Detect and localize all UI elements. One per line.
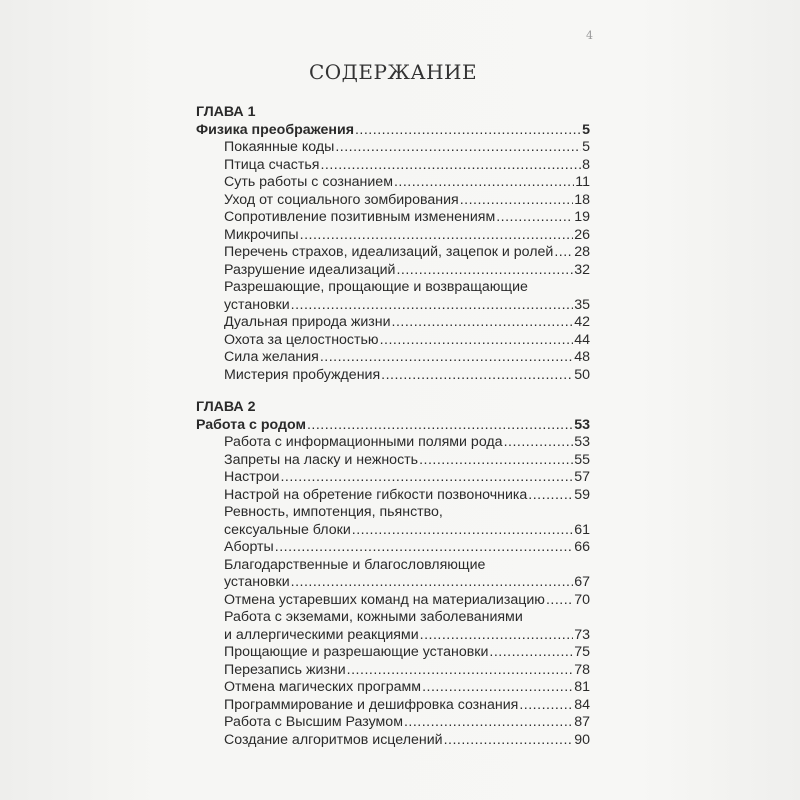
toc-entry-title: Запреты на ласку и нежность bbox=[224, 451, 419, 468]
toc-entry bbox=[196, 732, 590, 750]
toc-entry bbox=[196, 244, 590, 262]
dot-leader bbox=[546, 592, 573, 610]
dot-leader bbox=[396, 262, 573, 280]
page-number: 35 bbox=[574, 296, 590, 313]
chapter-label: ГЛАВА 2 bbox=[196, 399, 256, 415]
dot-leader bbox=[355, 122, 581, 140]
page-number: 26 bbox=[574, 226, 590, 243]
toc-entry-line: Работа с экземами, кожными заболеваниями bbox=[224, 609, 523, 625]
toc-entry-title: Суть работы с сознанием bbox=[224, 174, 393, 190]
page-number: 57 bbox=[574, 469, 590, 485]
toc-entry bbox=[196, 662, 590, 680]
dot-leader bbox=[280, 469, 573, 487]
toc-entry bbox=[196, 297, 590, 315]
page-number: 90 bbox=[574, 731, 590, 748]
toc-entry-title: Покаянные коды bbox=[224, 139, 335, 155]
toc-entry bbox=[196, 539, 590, 557]
toc-entry bbox=[196, 174, 590, 192]
dot-leader bbox=[404, 714, 573, 732]
dot-leader bbox=[392, 314, 574, 332]
dot-leader bbox=[352, 522, 573, 540]
toc-entry bbox=[196, 209, 590, 227]
toc-entry bbox=[196, 627, 590, 645]
toc-entry-title: Отмена устаревших команд на материализацию bbox=[224, 591, 545, 608]
toc-entry-title: Микрочипы bbox=[224, 226, 299, 243]
dot-leader bbox=[394, 174, 574, 192]
page-title: СОДЕРЖАНИЕ bbox=[308, 60, 478, 84]
page-number: 70 bbox=[574, 591, 590, 608]
toc-entry bbox=[196, 452, 590, 470]
page-number: 48 bbox=[574, 349, 590, 365]
page-number: 5 bbox=[582, 121, 590, 138]
toc-entry bbox=[196, 679, 590, 697]
toc-entry bbox=[196, 434, 590, 452]
page-number: 50 bbox=[574, 366, 590, 383]
page-number: 78 bbox=[574, 661, 590, 678]
dot-leader bbox=[291, 574, 574, 592]
dot-leader bbox=[460, 192, 574, 210]
toc-entry-title: сексуальные блоки bbox=[224, 521, 351, 538]
page-number: 55 bbox=[574, 451, 590, 468]
dot-leader bbox=[381, 367, 573, 385]
toc-entry bbox=[196, 332, 590, 350]
page-number: 18 bbox=[574, 191, 590, 208]
page-number: 81 bbox=[574, 679, 590, 695]
toc-entry-title: установки bbox=[224, 574, 290, 590]
toc-entry bbox=[196, 157, 590, 175]
page-number: 4 bbox=[586, 29, 593, 42]
page-number: 87 bbox=[574, 714, 590, 730]
toc-entry-title: Настрой на обретение гибкости позвоночника bbox=[224, 486, 528, 503]
dot-leader bbox=[307, 417, 573, 435]
chapter-heading-title: Работа с родом bbox=[196, 416, 306, 433]
toc-entry-title: Аборты bbox=[224, 539, 274, 555]
toc-entry-title: установки bbox=[224, 296, 290, 313]
toc-entry bbox=[196, 592, 590, 610]
toc-entry-title: Сила желания bbox=[224, 349, 319, 365]
toc-entry-title: Разрушение идеализаций bbox=[224, 261, 396, 278]
toc-entry bbox=[196, 487, 590, 505]
page-number: 19 bbox=[574, 209, 590, 225]
toc-entry bbox=[196, 139, 590, 157]
chapter-heading-row bbox=[196, 122, 590, 140]
page-number: 53 bbox=[574, 416, 590, 433]
toc-entry bbox=[196, 644, 590, 662]
dot-leader bbox=[380, 332, 574, 350]
dot-leader bbox=[504, 434, 574, 452]
page-number: 32 bbox=[574, 261, 590, 278]
toc-entry-title: Мистерия пробуждения bbox=[224, 366, 381, 383]
page-number: 5 bbox=[582, 139, 590, 155]
dot-leader bbox=[554, 244, 573, 262]
dot-leader bbox=[335, 139, 581, 157]
page-number: 59 bbox=[574, 486, 590, 503]
toc-entry-title: Прощающие и разрешающие установки bbox=[224, 644, 489, 660]
toc-entry bbox=[196, 469, 590, 487]
chapter-label: ГЛАВА 1 bbox=[196, 104, 256, 120]
toc-entry-title: Создание алгоритмов исцелений bbox=[224, 731, 443, 748]
dot-leader bbox=[320, 349, 573, 367]
toc-entry-title: и аллергическими реакциями bbox=[224, 626, 419, 643]
dot-leader bbox=[320, 157, 581, 175]
dot-leader bbox=[422, 679, 573, 697]
toc-entry-line: Разрешающие, прощающие и возвращающие bbox=[224, 279, 528, 295]
dot-leader bbox=[444, 732, 574, 750]
dot-leader bbox=[275, 539, 573, 557]
toc-entry-title: Настрои bbox=[224, 469, 280, 485]
page-number: 42 bbox=[574, 314, 590, 330]
dot-leader bbox=[519, 697, 573, 715]
toc-entry bbox=[196, 574, 590, 592]
toc-entry bbox=[196, 714, 590, 732]
page-number: 73 bbox=[574, 626, 590, 643]
toc-entry-title: Отмена магических программ bbox=[224, 679, 422, 695]
dot-leader bbox=[420, 627, 574, 645]
page-number: 28 bbox=[574, 244, 590, 260]
page-number: 84 bbox=[574, 696, 590, 713]
dot-leader bbox=[300, 227, 574, 245]
toc-entry-title: Перечень страхов, идеализаций, зацепок и ролей bbox=[224, 244, 554, 260]
dot-leader bbox=[528, 487, 573, 505]
chapter-heading-row bbox=[196, 417, 590, 435]
page-number: 67 bbox=[574, 574, 590, 590]
page-number: 8 bbox=[582, 156, 590, 173]
toc-entry-title: Работа с информационными полями рода bbox=[224, 434, 503, 450]
dot-leader bbox=[496, 209, 573, 227]
table-of-contents bbox=[196, 104, 590, 749]
toc-entry bbox=[196, 314, 590, 332]
page-number: 44 bbox=[574, 331, 590, 348]
toc-entry-title: Программирование и дешифровка сознания bbox=[224, 696, 519, 713]
toc-entry-title: Охота за целостностью bbox=[224, 331, 379, 348]
toc-entry bbox=[196, 192, 590, 210]
toc-entry bbox=[196, 349, 590, 367]
toc-entry bbox=[196, 697, 590, 715]
toc-entry-title: Сопротивление позитивным изменениям bbox=[224, 209, 496, 225]
toc-entry-title: Работа с Высшим Разумом bbox=[224, 714, 403, 730]
dot-leader bbox=[291, 297, 574, 315]
page-number: 75 bbox=[574, 644, 590, 660]
toc-entry-line: Благодарственные и благословляющие bbox=[224, 556, 486, 573]
toc-entry-title: Дуальная природа жизни bbox=[224, 314, 391, 330]
page-number: 66 bbox=[574, 539, 590, 555]
toc-entry-title: Перезапись жизни bbox=[224, 661, 346, 678]
dot-leader bbox=[419, 452, 573, 470]
page-number: 11 bbox=[575, 174, 590, 190]
chapter-heading-title: Физика преображения bbox=[196, 121, 354, 138]
toc-entry-line: Ревность, импотенция, пьянство, bbox=[224, 504, 443, 520]
toc-entry bbox=[196, 262, 590, 280]
toc-entry-title: Птица счастья bbox=[224, 156, 320, 173]
page-number: 61 bbox=[574, 521, 590, 538]
toc-entry bbox=[196, 227, 590, 245]
page-number: 53 bbox=[574, 434, 590, 450]
toc-entry bbox=[196, 367, 590, 385]
toc-entry-title: Уход от социального зомбирования bbox=[224, 191, 459, 208]
dot-leader bbox=[347, 662, 574, 680]
dot-leader bbox=[489, 644, 573, 662]
toc-entry bbox=[196, 522, 590, 540]
